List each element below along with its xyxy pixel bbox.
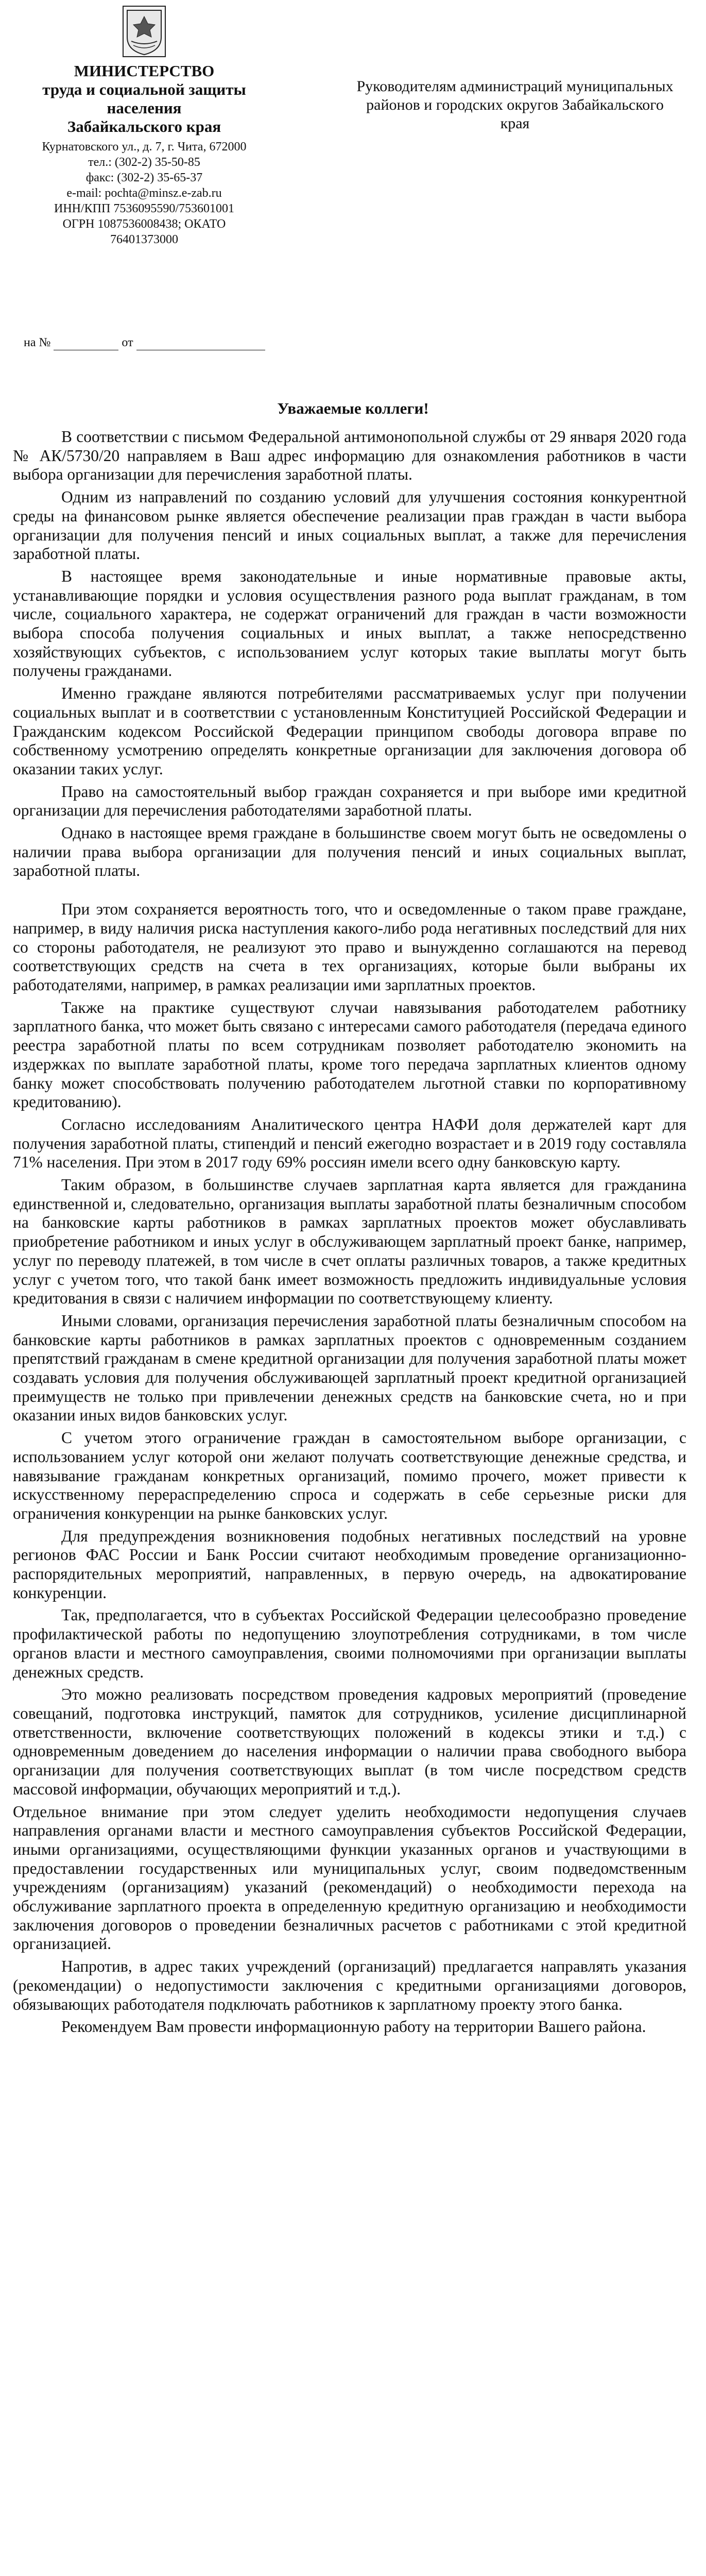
paragraph: Иными словами, организация перечисления заработной платы безналичным способом на банковские карты работников в рамках зарплатных проектов с одновременным созданием препятствий гражданам в смене кредитной организации для получения заработной платы может создавать условия для получения обслуживающей зарплатный проект кредитной организацией преимуществ не только при привлечении денежных средств на банковские счета, но и при оказании иных видов банковских услуг. <box>13 1311 686 1425</box>
paragraph: Однако в настоящее время граждане в большинстве своем могут быть не осведомлены о наличии права выбора организации для получения пенсий и иных социальных выплат, заработной платы. <box>13 824 686 880</box>
phone-line: тел.: (302-2) 35-50-85 <box>88 156 200 169</box>
paragraph: Именно граждане являются потребителями рассматриваемых услуг при получении социальных выплат и в соответствии с установленным Конституцией Российской Федерации и Гражданским кодексом Российской Федерации принципом свободы договора вправе по собственному усмотрению определять конкретные организации для заключения договора об оказании таких услуг. <box>13 684 686 778</box>
outgoing-no-label: на № <box>24 336 51 349</box>
address-line: Курнатовского ул., д. 7, г. Чита, 672000 <box>42 140 247 154</box>
paragraph: Отдельное внимание при этом следует уделить необходимости недопущения случаев направления органами власти и местного самоуправления субъектов Российской Федерации, иными организациями, осуществляющими функции указанных органов и участвующими в предоставлении государственных или муниципальных услуг, своим подведомственным учреждениям (организациям) указаний (рекомендаций) о необходимости перехода на обслуживание зарплатного проекта в определенную кредитную организацию и необходимости заключения договоров о проведении безналичных расчетов с работниками с этой кредитной организацией. <box>13 1802 686 1953</box>
letter-body <box>13 428 686 2040</box>
paragraph: Таким образом, в большинстве случаев зарплатная карта является для гражданина единственной и, следовательно, организация выплаты заработной платы безналичным способом на банковские карты работников в рамках зарплатных проектов может обуславливать приобретение работником и иных услуг в обслуживающем зарплатный проект банке, например, услуг по переводу платежей, в том числе в счет оплаты различных товаров, а также кредитных услуг с учетом того, что такой банк имеет возможность предложить индивидуальные условия кредитования в связи с наличием информации по соответствующему клиенту. <box>13 1176 686 1308</box>
greeting: Уважаемые коллеги! <box>277 399 429 417</box>
org-line: МИНИСТЕРСТВО <box>74 62 215 80</box>
paragraph: Так, предполагается, что в субъектах Российской Федерации целесообразно проведение профилактической работы по недопущению злоупотребления сотрудниками, в том числе органов власти и местного самоуправления, своими полномочиями при организации выплаты денежных средств. <box>13 1606 686 1681</box>
paragraph: Рекомендуем Вам провести информационную работу на территории Вашего района. <box>61 2018 646 2036</box>
outgoing-no-blank <box>54 338 118 350</box>
paragraph: С учетом этого ограничение граждан в самостоятельном выборе организации, с использованием услуг которой они желают получать соответствующие денежные средства, и навязывание гражданам конкретных организаций, помимо прочего, может привести к искусственному перераспределению спроса и содержать в себе серьезные риски для ограничения конкуренции на рынке банковских услуг. <box>13 1429 686 1522</box>
paragraph: Это можно реализовать посредством проведения кадровых мероприятий (проведение совещаний, подготовка инструкций, памяток для сотрудников, усиление дисциплинарной ответственности, включение соответствующих положений в кодексы этики и т.д.) с одновременным доведением до населения информации о наличии права свободного выбора организации для получения соответствующих выплат (в том числе посредством средств массовой информации, обучающих мероприятий и т.д.). <box>13 1685 686 1798</box>
org-line: труда и социальной защиты <box>42 80 246 98</box>
paragraph: Одним из направлений по созданию условий для улучшения состояния конкурентной среды на финансовом рынке является обеспечение реализации прав граждан в части выбора организации для получения пенсий и иных социальных выплат, а также для перечисления заработной платы. <box>13 488 686 563</box>
paragraph: Право на самостоятельный выбор граждан сохраняется и при выборе ими кредитной организации для перечисления работодателями заработной платы. <box>13 782 686 820</box>
outgoing-number-line <box>24 335 265 350</box>
coat-of-arms-icon <box>122 5 166 58</box>
outgoing-from-label: от <box>122 336 133 349</box>
ogrn-line: ОГРН 1087536008438; ОКАТО 76401373000 <box>62 217 226 246</box>
paragraph: Согласно исследованиям Аналитического центра НАФИ доля держателей карт для получения заработной платы, стипендий и пенсий ежегодно возрастает и в 2019 году составляла 71% населения. При этом в 2017 году 69% россиян имели всего одну банковскую карту. <box>13 1115 686 1172</box>
org-line: Забайкальского края <box>67 117 221 135</box>
letterhead <box>31 5 257 247</box>
organization-name <box>31 62 257 136</box>
paragraph: В настоящее время законодательные и иные нормативные правовые акты, устанавливающие порядки и условия осуществления разного рода выплат гражданам, в том числе, социального характера, не содержат ограничений для граждан в части возможности выбора способа получения социальных и иных выплат, а также непосредственно хозяйствующих субъектов, с использованием услуг которых такие выплаты могут быть получены гражданами. <box>13 567 686 680</box>
inn-line: ИНН/КПП 7536095590/753601001 <box>54 202 234 215</box>
paragraph: Для предупреждения возникновения подобных негативных последствий на уровне регионов ФАС России и Банк России считают необходимым проведение организационно-распорядительных мероприятий, направленных, в первую очередь, на адвокатирование конкуренции. <box>13 1527 686 1602</box>
paragraph: В соответствии с письмом Федеральной антимонопольной службы от 29 января 2020 года № АК/5730/20 направляем в Ваш адрес информацию для ознакомления работников в части выбора организации для перечисления заработной платы. <box>13 428 686 484</box>
paragraph: Также на практике существуют случаи навязывания работодателем работнику зарплатного банка, что может быть связано с интересами самого работодателя (передача единого реестра заработной платы по всем сотрудникам позволяет работодателю экономить на издержках по выплате заработной платы, кроме того передача зарплатных клиентов одному банку может способствовать получению работодателем льготной ставки по корпоративному кредитованию). <box>13 998 686 1111</box>
organization-contacts <box>31 139 257 247</box>
recipient-block: Руководителям администраций муниципальных районов и городских округов Забайкальского края <box>356 78 674 132</box>
outgoing-date-blank <box>136 338 265 350</box>
paragraph: При этом сохраняется вероятность того, что и осведомленные о таком праве граждане, например, в виду наличия риска наступления какого-либо рода негативных последствий для них со стороны работодателя, не реализуют это право и вынужденно соглашаются на перевод соответствующих средств на счета в тех организациях, которые были выбраны их работодателями, например, в рамках реализации ими зарплатных проектов. <box>13 900 686 994</box>
org-line: населения <box>107 99 182 117</box>
paragraph: Напротив, в адрес таких учреждений (организаций) предлагается направлять указания (рекомендации) о недопустимости заключения с кредитными организациями договоров, обязывающих работодателя подключать работников к зарплатному проекту этого банка. <box>13 1957 686 2013</box>
fax-line: факс: (302-2) 35-65-37 <box>85 171 203 184</box>
email-line: e-mail: pochta@minsz.e-zab.ru <box>66 187 222 200</box>
